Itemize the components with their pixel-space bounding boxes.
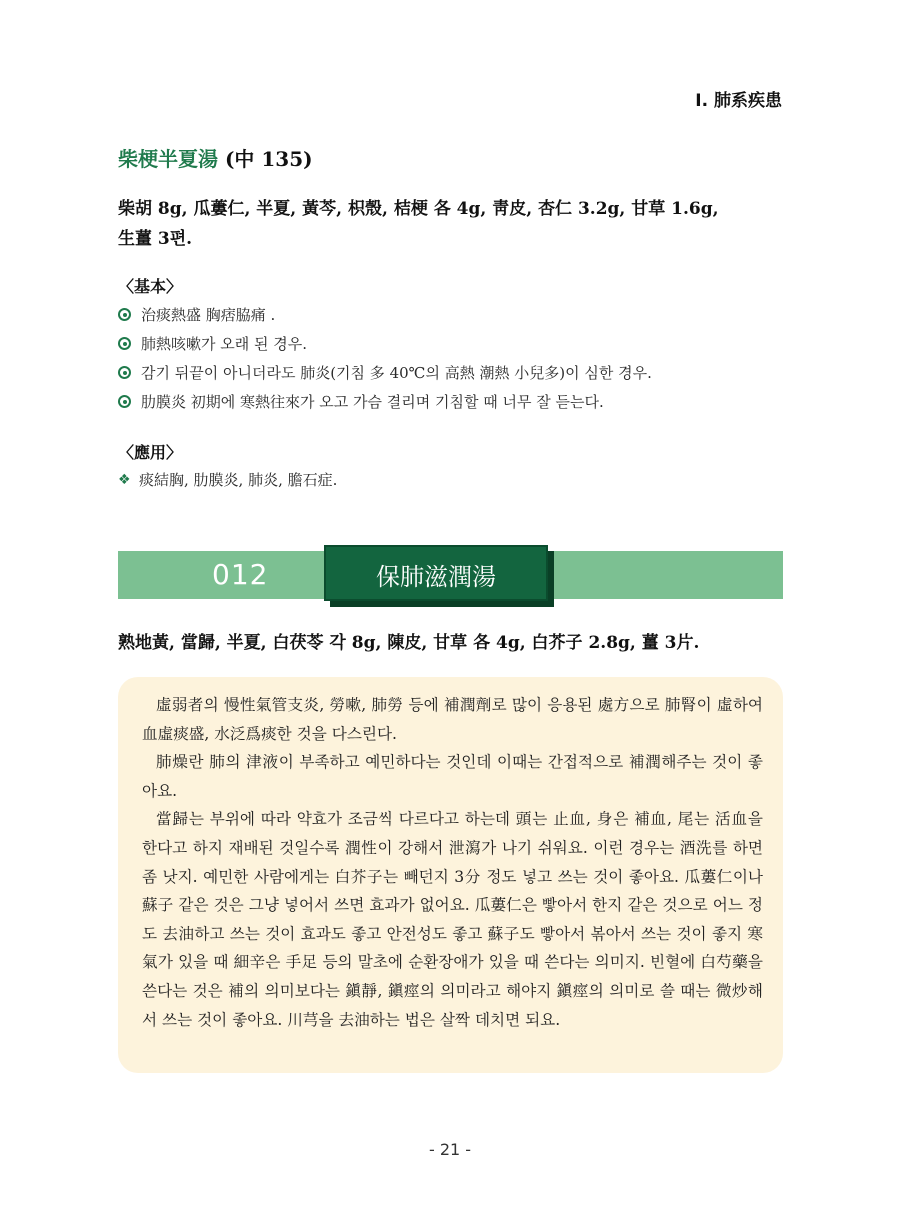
- apply-list: [118, 465, 783, 494]
- circle-bullet-icon: [118, 308, 131, 321]
- page-number: - 21 -: [428, 1140, 472, 1159]
- circle-bullet-icon: [118, 366, 131, 379]
- ingredients-line: 生薑 3편.: [118, 229, 193, 249]
- prescription-name: 保肺滋潤湯: [376, 563, 496, 591]
- prescription-name: 柴梗半夏湯: [118, 147, 218, 171]
- circle-bullet-icon: [118, 395, 131, 408]
- list-item: 肋膜炎 初期에 寒熱往來가 오고 가슴 결리며 기침할 때 너무 잘 듣는다.: [118, 387, 783, 416]
- commentary-paragraph: 肺燥란 肺의 津液이 부족하고 예민하다는 것인데 이때는 간접적으로 補潤해주는 것이 좋아요.: [142, 753, 763, 800]
- list-item: ❖ 痰結胸, 肋膜炎, 肺炎, 膽石症.: [118, 471, 338, 489]
- ingredients-line: 柴胡 8g, 瓜蔞仁, 半夏, 黃芩, 枳殼, 桔梗 各 4g, 靑皮, 杏仁 3.2g, 甘草 1.6g,: [118, 199, 719, 219]
- commentary-box: [118, 677, 783, 1073]
- basic-list: [118, 300, 783, 416]
- apply-heading: 〈應用〉: [118, 443, 183, 462]
- prescription-ingredients: 熟地黃, 當歸, 半夏, 白茯苓 각 8g, 陳皮, 甘草 各 4g, 白芥子 2.8g, 薑 3片.: [118, 633, 700, 653]
- chapter-header: Ⅰ. 肺系疾患: [695, 91, 782, 111]
- diamond-bullet-icon: ❖: [118, 471, 131, 488]
- circle-bullet-icon: [118, 337, 131, 350]
- basic-heading: 〈基本〉: [118, 277, 183, 296]
- prescription-banner: [118, 551, 783, 599]
- list-item: 治痰熱盛 胸痞脇痛 .: [118, 300, 783, 329]
- prescription-ingredients: [118, 194, 783, 254]
- commentary-paragraph: 當歸는 부위에 따라 약효가 조금씩 다르다고 하는데 頭는 止血, 身은 補血, 尾는 活血을 한다고 하지 재배된 것일수록 潤性이 강해서 泄瀉가 나기 쉬워요. 이런 경우는 酒洗를 하면 좀 낫지. 예민한 사람에게는 白芥子는 빼던지 3分 정도 넣고 쓰는 것이 좋아요. 瓜蔞仁이나 蘇子 같은 것은 그냥 넣어서 쓰면 효과가 없어요. 瓜蔞仁은 빻아서 한지 같은 것으로 어느 정도 去油하고 쓰는 것이 효과도 좋고 안전성도 좋고 蘇子도 빻아서 볶아서 쓰는 것이 좋지 寒氣가 있을 때 細辛은 手足 등의 말초에 순환장애가 있을 때 쓴다는 의미지. 빈혈에 白芍藥을 쓴다는 것은 補의 의미보다는 鎭靜, 鎭痙의 의미라고 해야지 鎭痙의 의미로 쓸 때는 微炒해서 쓰는 것이 좋아요. 川芎을 去油하는 법은 살짝 데치면 되요.: [142, 810, 763, 1029]
- commentary-paragraph: 虛弱者의 慢性氣管支炎, 勞嗽, 肺勞 등에 補潤劑로 많이 응용된 處方으로 肺腎이 虛하여 血虛痰盛, 水泛爲痰한 것을 다스린다.: [142, 696, 763, 743]
- prescription-number: 012: [212, 558, 269, 591]
- list-item: 감기 뒤끝이 아니더라도 肺炎(기침 多 40℃의 高熱 潮熱 小兒多)이 심한 경우.: [118, 358, 783, 387]
- prescription-title: [118, 143, 313, 172]
- prescription-name-box: [324, 545, 548, 601]
- prescription-source: (中 135): [224, 147, 313, 171]
- list-item: 肺熱咳嗽가 오래 된 경우.: [118, 329, 783, 358]
